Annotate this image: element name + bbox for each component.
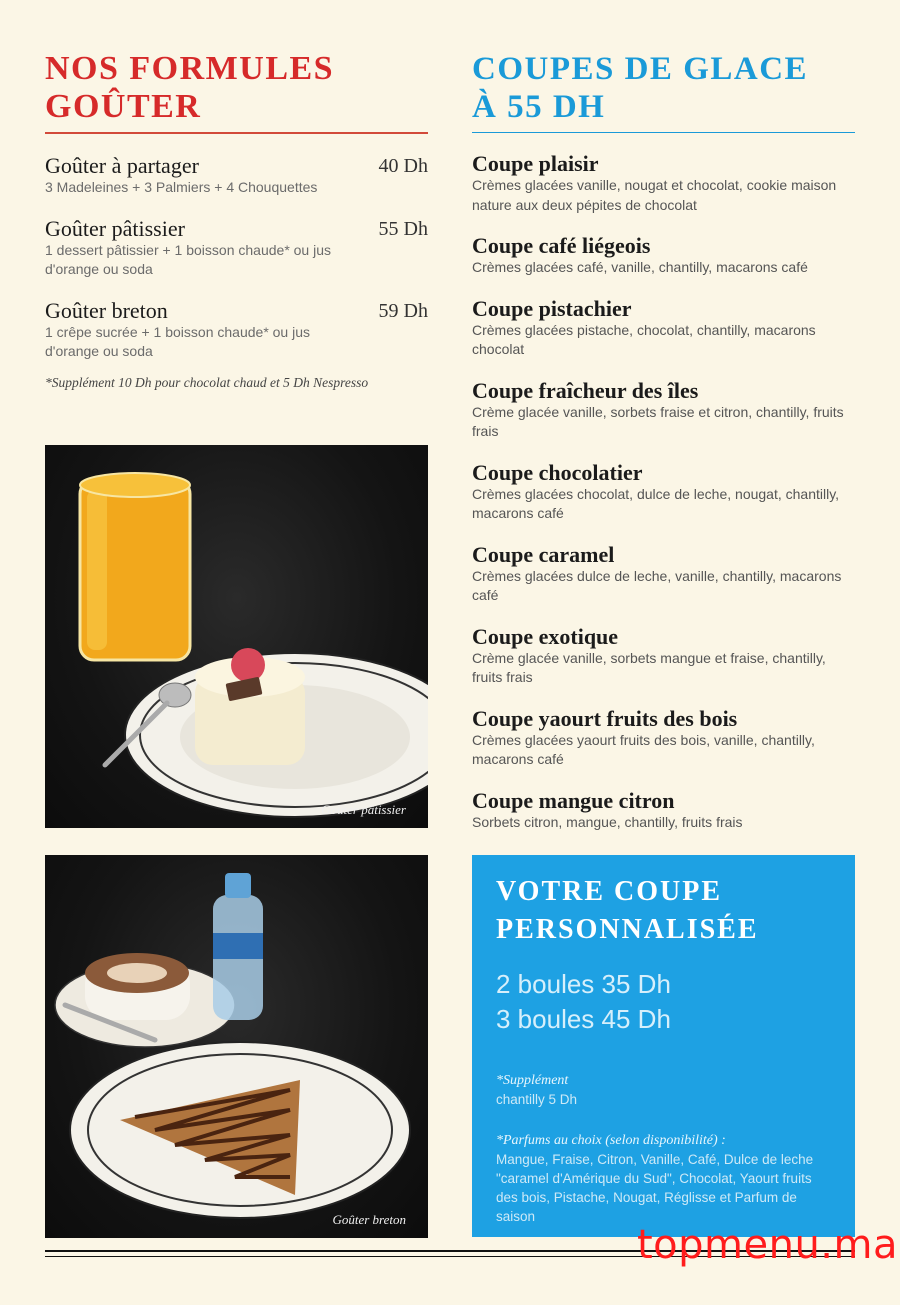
coupe-name: Coupe caramel [472,541,615,567]
formula-desc: 3 Madeleines + 3 Palmiers + 4 Chouquettes [45,179,318,195]
coupe-desc: Crème glacée vanille, sorbets fraise et citron, chantilly, fruits frais [472,403,844,439]
coupe-name: Coupe pistachier [472,295,632,321]
formula-name: Goûter à partager [45,153,199,178]
formula-name: Goûter breton [45,298,168,323]
photo2-caption: Goûter breton [332,1212,406,1227]
dessert-illustration [45,445,428,828]
coupe-item [472,789,855,833]
coupe-name: Coupe fraîcheur des îles [472,377,699,403]
coupe-desc: Crème glacée vanille, sorbets mangue et fraise, chantilly, fruits frais [472,649,826,685]
coupe-name: Coupe chocolatier [472,459,643,485]
perso-title-line2: PERSONNALISÉE [496,914,759,945]
photo-gouter-patissier [45,445,428,828]
formula-item [45,217,428,279]
photo1-caption: Goûter pâtissier [321,802,406,817]
formula-item [45,154,428,197]
coupe-desc: Sorbets citron, mangue, chantilly, fruits frais [472,813,743,830]
coupe-item [472,379,855,442]
coupe-name: Coupe exotique [472,623,619,649]
coupe-name: Coupe mangue citron [472,787,675,813]
coupe-personnalisee-panel [472,855,855,1237]
coupe-desc: Crèmes glacées chocolat, dulce de leche, nougat, chantilly, macarons café [472,485,840,521]
coupe-name: Coupe plaisir [472,151,599,176]
formula-note: *Supplément 10 Dh pour chocolat chaud et 5 Dh Nespresso [45,375,369,390]
formules-section [45,50,428,391]
formula-price: 40 Dh [378,155,428,177]
coupe-item [472,461,855,524]
coupe-desc: Crèmes glacées café, vanille, chantilly, macarons café [472,259,808,275]
coupe-item [472,707,855,770]
coupes-divider [472,132,855,133]
formula-desc: 1 dessert pâtissier + 1 boisson chaude* ou jus d'orange ou soda [45,242,332,277]
coupes-title-line2: À 55 DH [472,89,606,125]
parfums-text: Mangue, Fraise, Citron, Vanille, Café, Dulce de leche "caramel d'Amérique du Sud", Chocolat, Yaourt fruits des bois, Pistache, Nougat, Réglisse et Parfum de saison [496,1152,814,1224]
coupes-section [472,50,855,832]
perso-price-2-boules: 2 boules 35 Dh [496,969,671,999]
perso-prices [496,967,831,1037]
formules-title-line1: NOS FORMULES [45,50,335,87]
perso-parfums [496,1131,831,1226]
coupe-desc: Crèmes glacées dulce de leche, vanille, chantilly, macarons café [472,567,842,603]
formula-price: 59 Dh [378,300,428,322]
photo-gouter-breton [45,855,428,1238]
coupe-item [472,297,855,360]
perso-title-line1: VOTRE COUPE [496,876,723,907]
coupe-item [472,152,855,215]
perso-supplement [496,1071,831,1109]
coupe-desc: Crèmes glacées pistache, chocolat, chantilly, macarons chocolat [472,321,816,357]
supplement-text: chantilly 5 Dh [496,1092,578,1107]
formula-item [45,299,428,361]
supplement-label: *Supplément [496,1073,569,1088]
coupe-item [472,234,855,278]
coupe-name: Coupe yaourt fruits des bois [472,705,738,731]
coupe-item [472,625,855,688]
formula-price: 55 Dh [378,218,428,240]
parfums-label: *Parfums au choix (selon disponibilité) : [496,1133,726,1148]
coupe-desc: Crèmes glacées vanille, nougat et chocolat, cookie maison nature aux deux pépites de chocolat [472,177,837,213]
watermark: topmenu.ma [636,1222,898,1268]
coupes-title-line1: COUPES DE GLACE [472,51,809,87]
formula-name: Goûter pâtissier [45,216,185,241]
coupe-item [472,543,855,606]
perso-title [496,873,831,949]
coupes-title [472,50,855,126]
coupe-name: Coupe café liégeois [472,233,651,258]
perso-price-3-boules: 3 boules 45 Dh [496,1004,671,1034]
formula-desc: 1 crêpe sucrée + 1 boisson chaude* ou jus d'orange ou soda [45,324,311,359]
coupe-desc: Crèmes glacées yaourt fruits des bois, vanille, chantilly, macarons café [472,731,815,767]
formules-title [45,50,428,126]
crepe-illustration [45,855,428,1238]
formules-title-line2: GOÛTER [45,88,202,125]
formules-divider [45,132,428,134]
